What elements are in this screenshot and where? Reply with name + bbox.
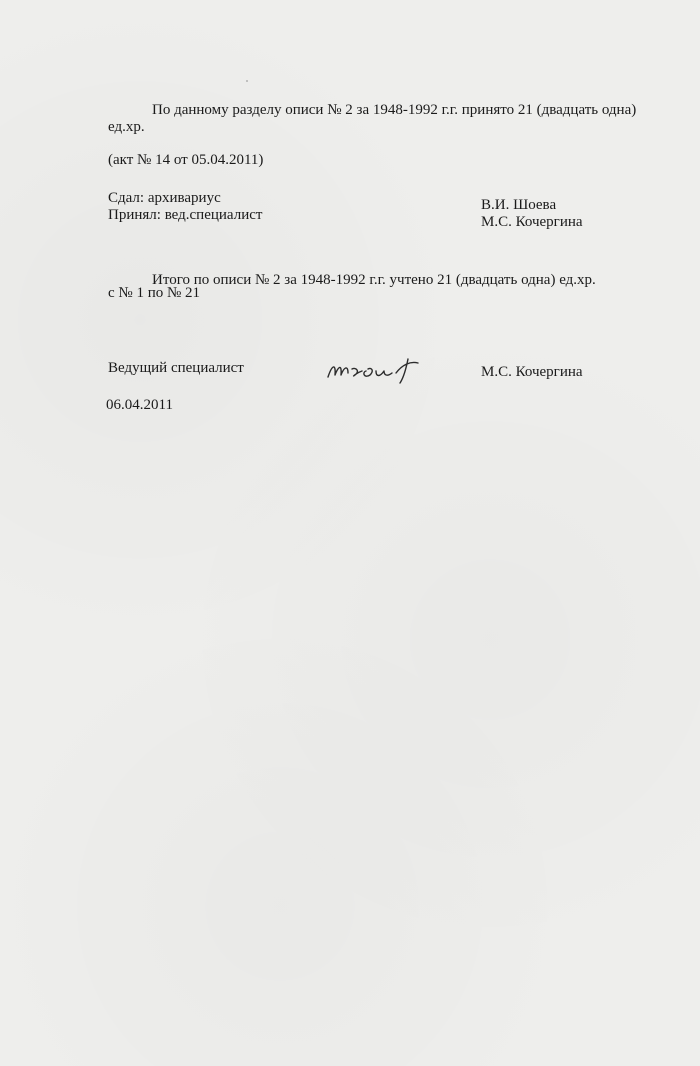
paragraph-received-line1: По данному разделу описи № 2 за 1948-1992 г.г. принято 21 (двадцать одна) (152, 102, 637, 118)
handover-gave-role: Сдал: архивариус (108, 190, 221, 206)
scan-speck (246, 80, 248, 82)
signoff-date: 06.04.2011 (106, 397, 173, 413)
handover-received-name: М.С. Кочергина (481, 214, 583, 230)
total-line2: с № 1 по № 21 (108, 285, 201, 301)
act-reference: (акт № 14 от 05.04.2011) (108, 152, 264, 168)
handover-gave-name: В.И. Шоева (481, 197, 557, 213)
paragraph-received-line2: ед.хр. (108, 119, 145, 135)
handover-received-role: Принял: вед.специалист (108, 207, 263, 223)
total-line1: Итого по описи № 2 за 1948-1992 г.г. учтено 21 (двадцать одна) ед.хр. (152, 272, 596, 288)
signoff-position: Ведущий специалист (108, 360, 244, 376)
signoff-name: М.С. Кочергина (481, 364, 583, 380)
handwritten-signature (322, 355, 432, 385)
